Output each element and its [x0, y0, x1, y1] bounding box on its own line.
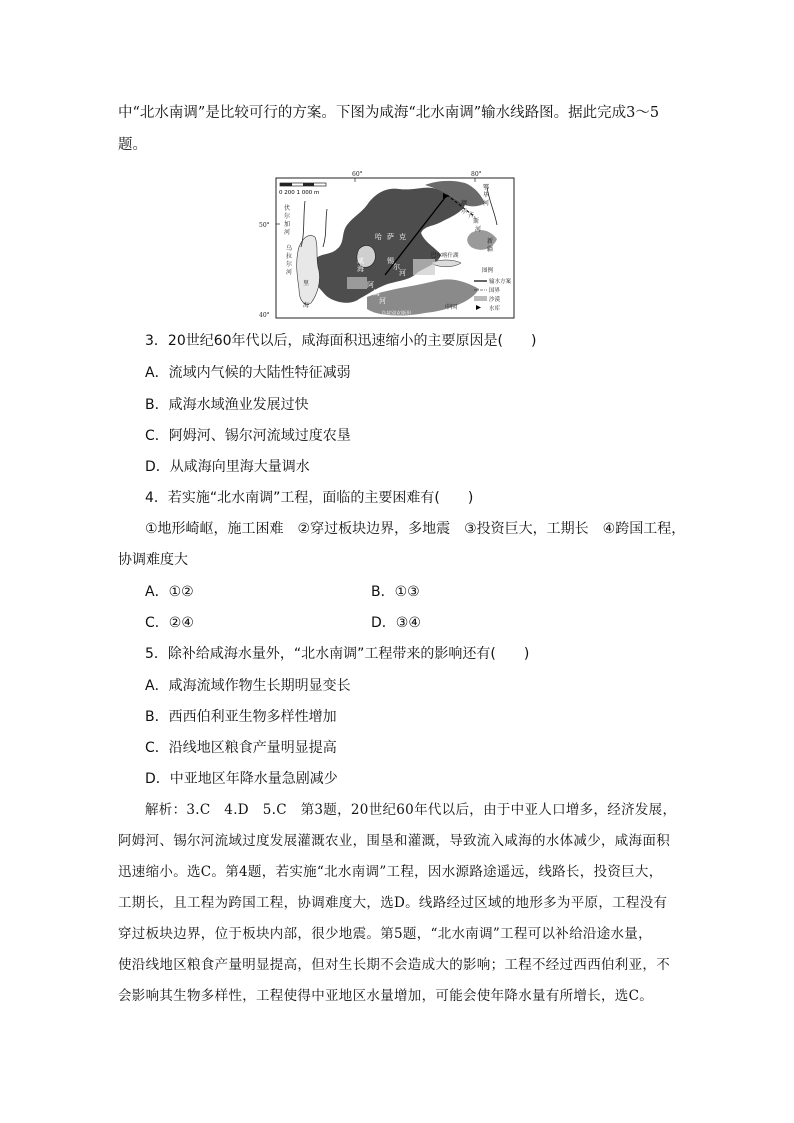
svg-text:加: 加 — [284, 221, 291, 228]
svg-text:疆: 疆 — [487, 246, 494, 253]
desert-patch — [413, 259, 435, 275]
svg-text:尔: 尔 — [393, 263, 400, 271]
map-label-volga: 伏 — [284, 205, 291, 212]
q4-items-line-1: ①地形崎岖，施工困难 ②穿过板块边界，多地震 ③投资巨大，工期长 ④跨国工程， — [145, 521, 686, 537]
svg-text:河: 河 — [483, 200, 490, 207]
svg-text:尔: 尔 — [286, 261, 293, 268]
lat-40-label: 40° — [259, 312, 270, 319]
q4-option-b: B．①③ — [371, 584, 420, 600]
q5-stem: 5．除补给咸海水量外，“北水南调”工程带来的影响还有( ) — [145, 646, 530, 662]
map-label-ob: 鄂 — [483, 184, 490, 191]
map-label-kazakhstan: 哈 — [375, 233, 382, 241]
svg-text:海: 海 — [303, 302, 310, 309]
q5-option-a: A．咸海流域作物生长期明显变长 — [145, 678, 351, 694]
intro-line-2: 题。 — [118, 137, 147, 153]
answer-line-2: 阿姆河、锡尔河流域过度发展灌溉农业，围垦和灌溉，导致流入咸海的水体减少，咸海面积 — [118, 833, 670, 849]
lon-60-label: 60° — [352, 171, 363, 178]
svg-text:拉: 拉 — [286, 253, 293, 260]
q3-option-b: B．咸海水域渔业发展过快 — [145, 397, 309, 413]
q4-stem: 4．若实施“北水南调”工程，面临的主要困难有( ) — [145, 490, 474, 506]
q5-option-c: C．沿线地区粮食产量明显提高 — [145, 740, 337, 756]
q3-option-c: C．阿姆河、锡尔河流域过度农垦 — [145, 428, 351, 444]
q3-stem: 3．20世纪60年代以后，咸海面积迅速缩小的主要原因是( ) — [145, 333, 537, 349]
map-label-ural: 乌 — [286, 245, 293, 252]
q4-option-c: C．②④ — [145, 615, 194, 631]
svg-text:河: 河 — [379, 297, 386, 305]
svg-text:水库: 水库 — [489, 306, 501, 312]
water-diversion-route-map — [259, 171, 515, 319]
map-label-balkhash: 巴尔喀什湖 — [431, 253, 459, 259]
answer-line-6: 使沿线地区粮食产量明显提高，但对生长期不会造成大的影响；工程不经过西西伯利亚，不 — [118, 957, 670, 973]
svg-text:沙漠: 沙漠 — [489, 297, 501, 303]
answer-line-7: 会影响其生物多样性，工程使得中亚地区水量增加，可能会使年降水量有所增长，选C。 — [118, 988, 654, 1004]
svg-text:克: 克 — [399, 233, 406, 241]
svg-text:齐: 齐 — [468, 212, 475, 219]
svg-text:尔: 尔 — [284, 213, 291, 220]
answer-line-5: 穿过板块边界，位于板块内部，很少地震。第5题，“北水南调”工程可以补给沿途水量， — [118, 926, 652, 942]
svg-text:河: 河 — [284, 229, 291, 236]
q4-items-line-2: 协调难度大 — [118, 552, 188, 568]
map-label-xinjiang: 新 — [487, 238, 494, 245]
lat-50-label: 50° — [259, 222, 270, 229]
map-label-caspian: 里 — [303, 280, 310, 287]
map-label-uzbekistan: 乌兹别克斯坦 — [381, 311, 412, 317]
caspian-sea — [297, 235, 320, 304]
svg-text:海: 海 — [357, 265, 364, 273]
q5-option-d: D．中亚地区年降水量急剧减少 — [145, 771, 338, 787]
answer-line-3: 迅速缩小。选C。第4题，若实施“北水南调”工程，因水源路途遥远，线路长，投资巨大， — [118, 864, 663, 880]
scale-label: 0 200 1 000 m — [279, 190, 320, 196]
map-label-irtysh: 额 — [461, 200, 468, 207]
svg-text:尔: 尔 — [461, 208, 468, 215]
svg-text:国界: 国界 — [489, 288, 501, 294]
q4-option-d: D．③④ — [371, 615, 421, 631]
svg-text:图例: 图例 — [482, 268, 494, 274]
q5-option-b: B．西西伯利亚生物多样性增加 — [145, 709, 337, 725]
answer-line-4: 工期长，且工程为跨国工程，协调难度大，选D。线路经过区域的地形多为平原，工程没有 — [118, 895, 668, 911]
map-label-amu: 阿 — [367, 281, 374, 289]
svg-text:毕: 毕 — [483, 192, 490, 199]
intro-line-1: 中“北水南调”是比较可行的方案。下图为咸海“北水南调”输水线路图。据此完成3～5 — [118, 105, 660, 121]
q3-option-d: D．从咸海向里海大量调水 — [145, 459, 310, 475]
map-label-turkmenistan: 土库曼斯坦 — [333, 311, 359, 317]
map-label-syr: 锡 — [387, 257, 394, 265]
svg-text:输水方案: 输水方案 — [489, 279, 512, 285]
svg-text:萨: 萨 — [387, 233, 394, 241]
svg-text:斯: 斯 — [473, 218, 480, 225]
svg-text:姆: 姆 — [373, 289, 380, 297]
svg-text:河: 河 — [399, 269, 406, 277]
answer-line-1: 解析：3.C 4.D 5.C 第3题，20世纪60年代以后，由于中亚人口增多，经济发展， — [145, 802, 677, 818]
q3-option-a: A．流域内气候的大陆性特征减弱 — [145, 365, 351, 381]
svg-text:河: 河 — [286, 269, 293, 276]
lon-80-label: 80° — [471, 171, 482, 178]
svg-text:河: 河 — [475, 226, 482, 233]
map-label-aral: 咸 — [357, 257, 364, 265]
q4-option-a: A．①② — [145, 584, 194, 600]
map-label-china: 中国 — [445, 304, 458, 311]
